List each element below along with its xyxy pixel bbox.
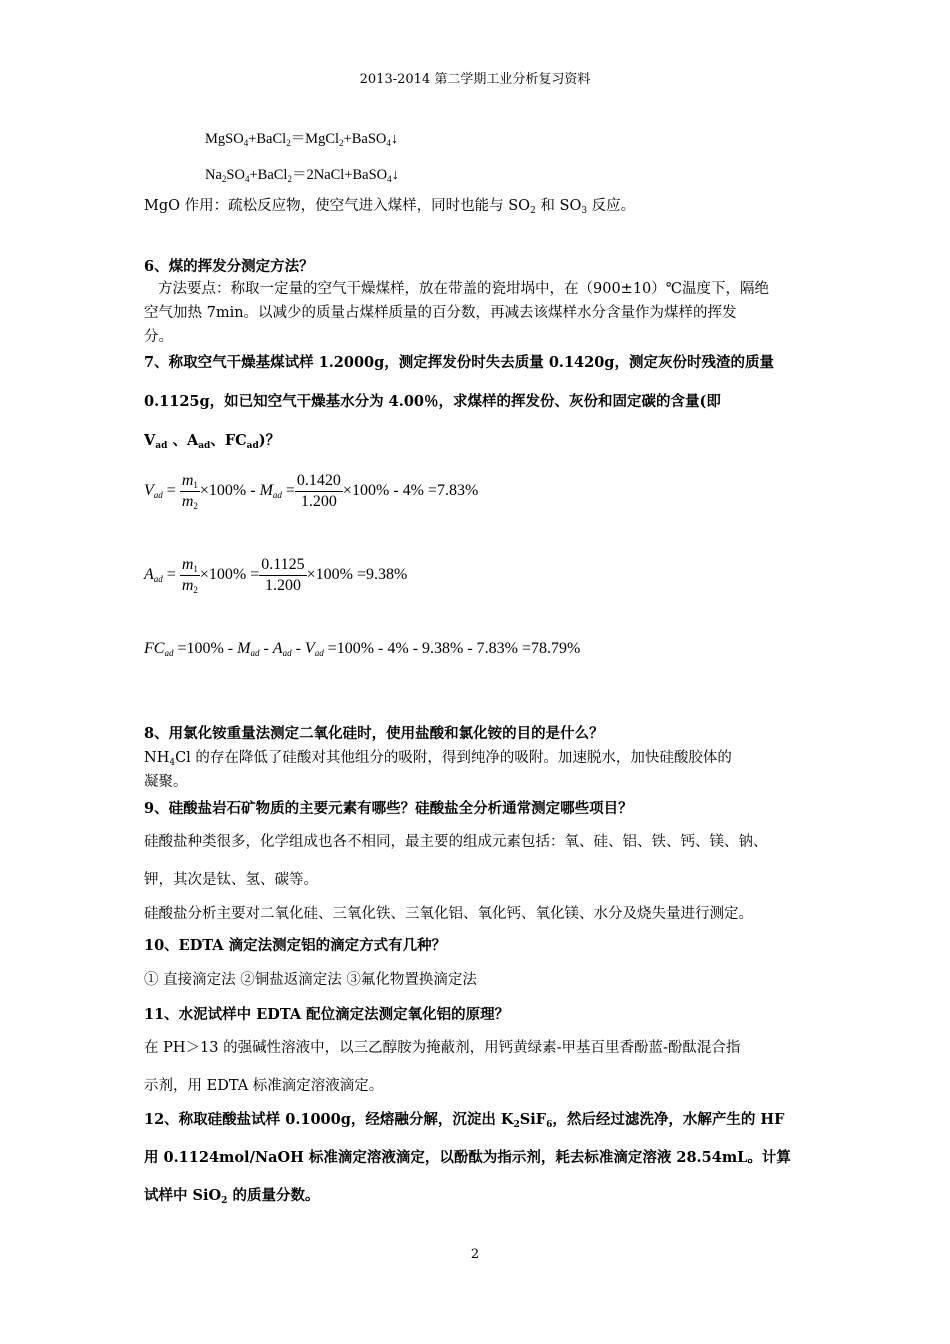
question-8-answer-line1: $NH_4Cl$ 的存在降低了硅酸对其他组分的吸附，得到纯净的吸附。加速脱水，加快硅酸胶体的 [144,750,732,768]
question-8-title: 8、用氯化铵重量法测定二氧化硅时，使用盐酸和氯化铵的目的是什么？ [144,725,604,742]
formula-fixed-carbon: $FC_{ad} =100\% - M_{ad} - A_{ad} - V_{ad} =100\% - 4\% - 9.38\% - 7.83\% =78.79\%$ [144,640,581,658]
page-number: 2 [470,1247,480,1262]
page-header: 2013-2014 第二学期工业分析复习资料 [359,72,591,87]
question-10-answer: ① 直接滴定法 ②铜盐返滴定法 ③氟化物置换滴定法 [144,972,477,988]
question-8-answer-line2: 凝聚。 [144,774,188,790]
question-12-line2: 用 0.1124mol/NaOH 标准滴定溶液滴定，以酚酞为指示剂，耗去标准滴定溶液 28.54mL。计算 [144,1149,791,1166]
question-11-answer-line1: 在 PH＞13 的强碱性溶液中，以三乙醇胺为掩蔽剂，用钙黄绿素-甲基百里香酚蓝-酚酞混合指 [144,1040,741,1056]
question-12-line3: 试样中 SiO$_2$ 的质量分数。 [144,1187,320,1206]
question-6-answer-line1: 方法要点：称取一定量的空气干燥煤样，放在带盖的瓷坩埚中，在（900±10）℃温度下，隔绝 [158,281,769,297]
formula-volatile-matter: $V_{ad}$ = $\frac{m_1}{m_2}$ $\times 100\% - M_{ad}$ = $\frac{0.1420}{1.200}$ ×100% - 4% =7.83% [144,472,479,511]
question-6-answer-line2: 空气加热 7min。以减少的质量占煤样质量的百分数，再减去该煤样水分含量作为煤样的挥发 [144,305,737,321]
question-9-answer-line3: 硅酸盐分析主要对二氧化硅、三氧化铁、三氧化铝、氧化钙、氧化镁、水分及烧失量进行测定。 [144,906,753,922]
question-10-title: 10、EDTA 滴定法测定铝的滴定方式有几种？ [144,937,447,954]
question-11-title: 11、水泥试样中 EDTA 配位滴定法测定氧化铝的原理？ [144,1006,510,1023]
question-6-title: 6、煤的挥发分测定方法？ [144,258,314,275]
formula-ash: $A_{ad}$ = $\frac{m_1}{m_2}$ ×100% = $\frac{0.1125}{1.200}$ ×100% =9.38% [144,556,408,595]
question-12-line1: 12、称取硅酸盐试样 0.1000g，经熔融分解，沉淀出 $K_2SiF_6$，然后经过滤洗净，水解产生的 HF [144,1111,785,1130]
question-7-line3: $V_{ad}$ 、$A_{ad}$、$FC_{ad}$)？ [144,432,281,451]
question-6-answer-line3: 分。 [144,329,173,345]
question-9-title: 9、硅酸盐岩石矿物质的主要元素有哪些？硅酸盐全分析通常测定哪些项目？ [144,800,633,817]
question-7-line1: 7、称取空气干燥基煤试样 1.2000g，测定挥发份时失去质量 0.1420g，测定灰份时残渣的质量 [144,354,774,371]
question-9-answer-line1: 硅酸盐种类很多，化学组成也各不相同，最主要的组成元素包括：氧、硅、铝、铁、钙、镁、钠、 [144,834,768,850]
equation-na2so4: $Na_2SO_4+BaCl_2=2NaCl+BaSO_4↓$ [205,167,399,184]
question-11-answer-line2: 示剂，用 EDTA 标准滴定溶液滴定。 [144,1078,384,1094]
question-7-line2: 0.1125g，如已知空气干燥基水分为 4.00％，求煤样的挥发份、灰份和固定碳的含量(即 [144,393,721,410]
mgo-role-text: MgO 作用：疏松反应物，使空气进入煤样，同时也能与 $SO_2$ 和 $SO_3$ 反应。 [144,198,636,216]
question-9-answer-line2: 钾，其次是钛、氢、碳等。 [144,872,318,888]
equation-mgso4: MgSO$_4$+BaCl$_2$＝MgCl$_2$+BaSO$_4$↓ [205,131,399,148]
